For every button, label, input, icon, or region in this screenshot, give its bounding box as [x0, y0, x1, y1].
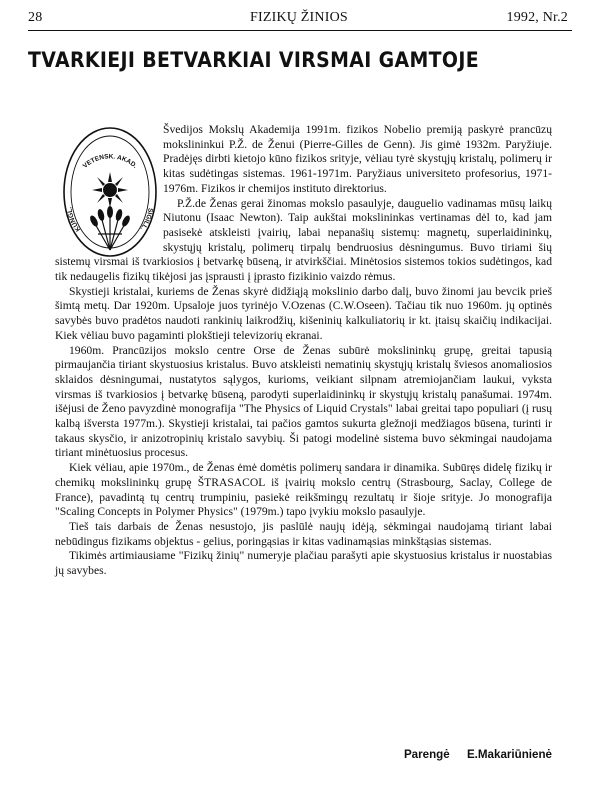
paragraph-intro: Švedijos Mokslų Akademija 1991m. fizikos Nobelio premiją paskyrė prancūzų mokslininkui P.Ž. de Ženui (Pierre-Gilles de Genn). Jis gimė 1932m. Paryžiuje. Pradėjęs dirbti kietojo kūno fizikos srityje, vėliau tyrė skystųjų kristalų, polimerų ir kitas sudėtingas sistemas. 1961-1971m. Paryžiaus universiteto profesorius, 1971-1976m. Fizikos ir chemijos instituto direktorius.: [163, 123, 552, 195]
svg-text:VETENSK. AKAD.: VETENSK. AKAD.: [81, 153, 139, 170]
paragraph-orsay-group: 1960m. Prancūzijos mokslo centre Orse de Ženas subūrė mokslininkų grupę, greitai tapusią pirmaujančia tiriant skystuosius kristalus. Buvo atskleisti nematinių skystųjų kristalų šviesos anomaliosios sklaidos dėsningumai, nustatytos sąlygos, kurioms, veikiant silpnam atremiojančiam laukui, vyksta virsmas iš tvarkiosios į betvarkę būseną, parodyti superlaidininkų ir skystųjų kristalų panašumai. 1974m. išėjusi de Ženo pavyzdinė monografija "The Physics of Liquid Crystals" labai greitai tapo populiari (į rusų kalbą išversta 1977m.). Skystieji kristalai, tai pačios gamtos sukurta gležnoji medžiagos būsena, turinti ir takaus skysčio, ir anizotropinių kristalo savybių. Ši patogi modelinė sistema buvo sėkmingai naudojama tiriant minėtuosius procesus.: [55, 343, 552, 460]
svg-text:KUNGL.: KUNGL.: [66, 206, 83, 233]
signature-author: E.Makariūnienė: [466, 748, 552, 761]
paragraph-gels: Tieš tais darbais de Ženas nesustojo, jis paslūlė naujų idėją, sėkmingai naudojamą tiriant labai nebūdingus fizikams objektus - gelius, poringąsias ir kitas vadinamąsias minkštąsias sistemas.: [55, 519, 552, 548]
seal-spacer: [55, 123, 163, 245]
paragraph-polymers: Kiek vėliau, apie 1970m., de Ženas ėmė domėtis polimerų sandara ir dinamika. Subūręs didelę fizikų ir chemikų mokslininkų grupę ŠTRASACOL iš įvairių mokslo centrų (Strasbourg, Saclay, College de France), pavadintą tų centrų trumpiniu, pasiekė reikšmingų rezultatų ir šioje srityje. Jo monografija "Scaling Concepts in Polymer Physics" (1979m.) tapo įvykiu mokslo pasaulyje.: [55, 461, 552, 519]
svg-text:SIGILL.: SIGILL.: [138, 207, 154, 232]
journal-title: FIZIKŲ ŽINIOS: [250, 10, 348, 25]
page-header: [28, 10, 572, 31]
issue-number: 1992, Nr.2: [506, 10, 568, 25]
signature-verb: Parengė: [403, 748, 450, 761]
article-body: [55, 123, 552, 579]
signature: [404, 748, 552, 761]
paragraph-reputation: P.Ž.de Ženas gerai žinomas mokslo pasaulyje, dauguelio vadinamas mūsų laikų Niutonu (Isaac Newton). Taip aukštai mokslininkas vertinamas dėl to, kad jam pasisekė atskleisti įvairių, labai nepanašių sistemų: magnetų, superlaidininkų, skystųjų kristalų, polimerų tirpalų bendruosius dėsningumus. Buvo tiriami šių sistemų virsmai iš tvarkiosios į betvarkę būseną, ir atvirkščiai. Minėtosios sistemos tokios sudėtingos, kad tik nedaugelis fizikų tikėjosi jas įsprausti į įprasto fizikinio vaizdo rėmus.: [55, 196, 552, 284]
page-number: 28: [28, 10, 43, 25]
article-title: TVARKIEJI BETVARKIAI VIRSMAI GAMTOJE: [28, 48, 479, 72]
paragraph-closing: Tikimės artimiausiame "Fizikų žinių" numeryje plačiau parašyti apie skystuosius kristalus ir nuostabias jų savybes.: [55, 549, 552, 578]
paragraph-liquid-crystals: Skystieji kristalai, kuriems de Ženas skyrė didžiąją mokslinio darbo dalį, buvo žinomi jau bevcik prieš šimtą metų. Dar 1920m. Upsaloje juos tyrinėjo V.Ozenas (C.W.Oseen). Tačiau tik nuo 1960m. jų optinės savybės buvo pradėtos naudoti rankinių laikrodžių, kišeninių kalkuliatorių ir kt. įtaisų skaičių indikacijai. Kiek vėliau buvo pagaminti plokštieji televizorių ekranai.: [55, 284, 552, 342]
